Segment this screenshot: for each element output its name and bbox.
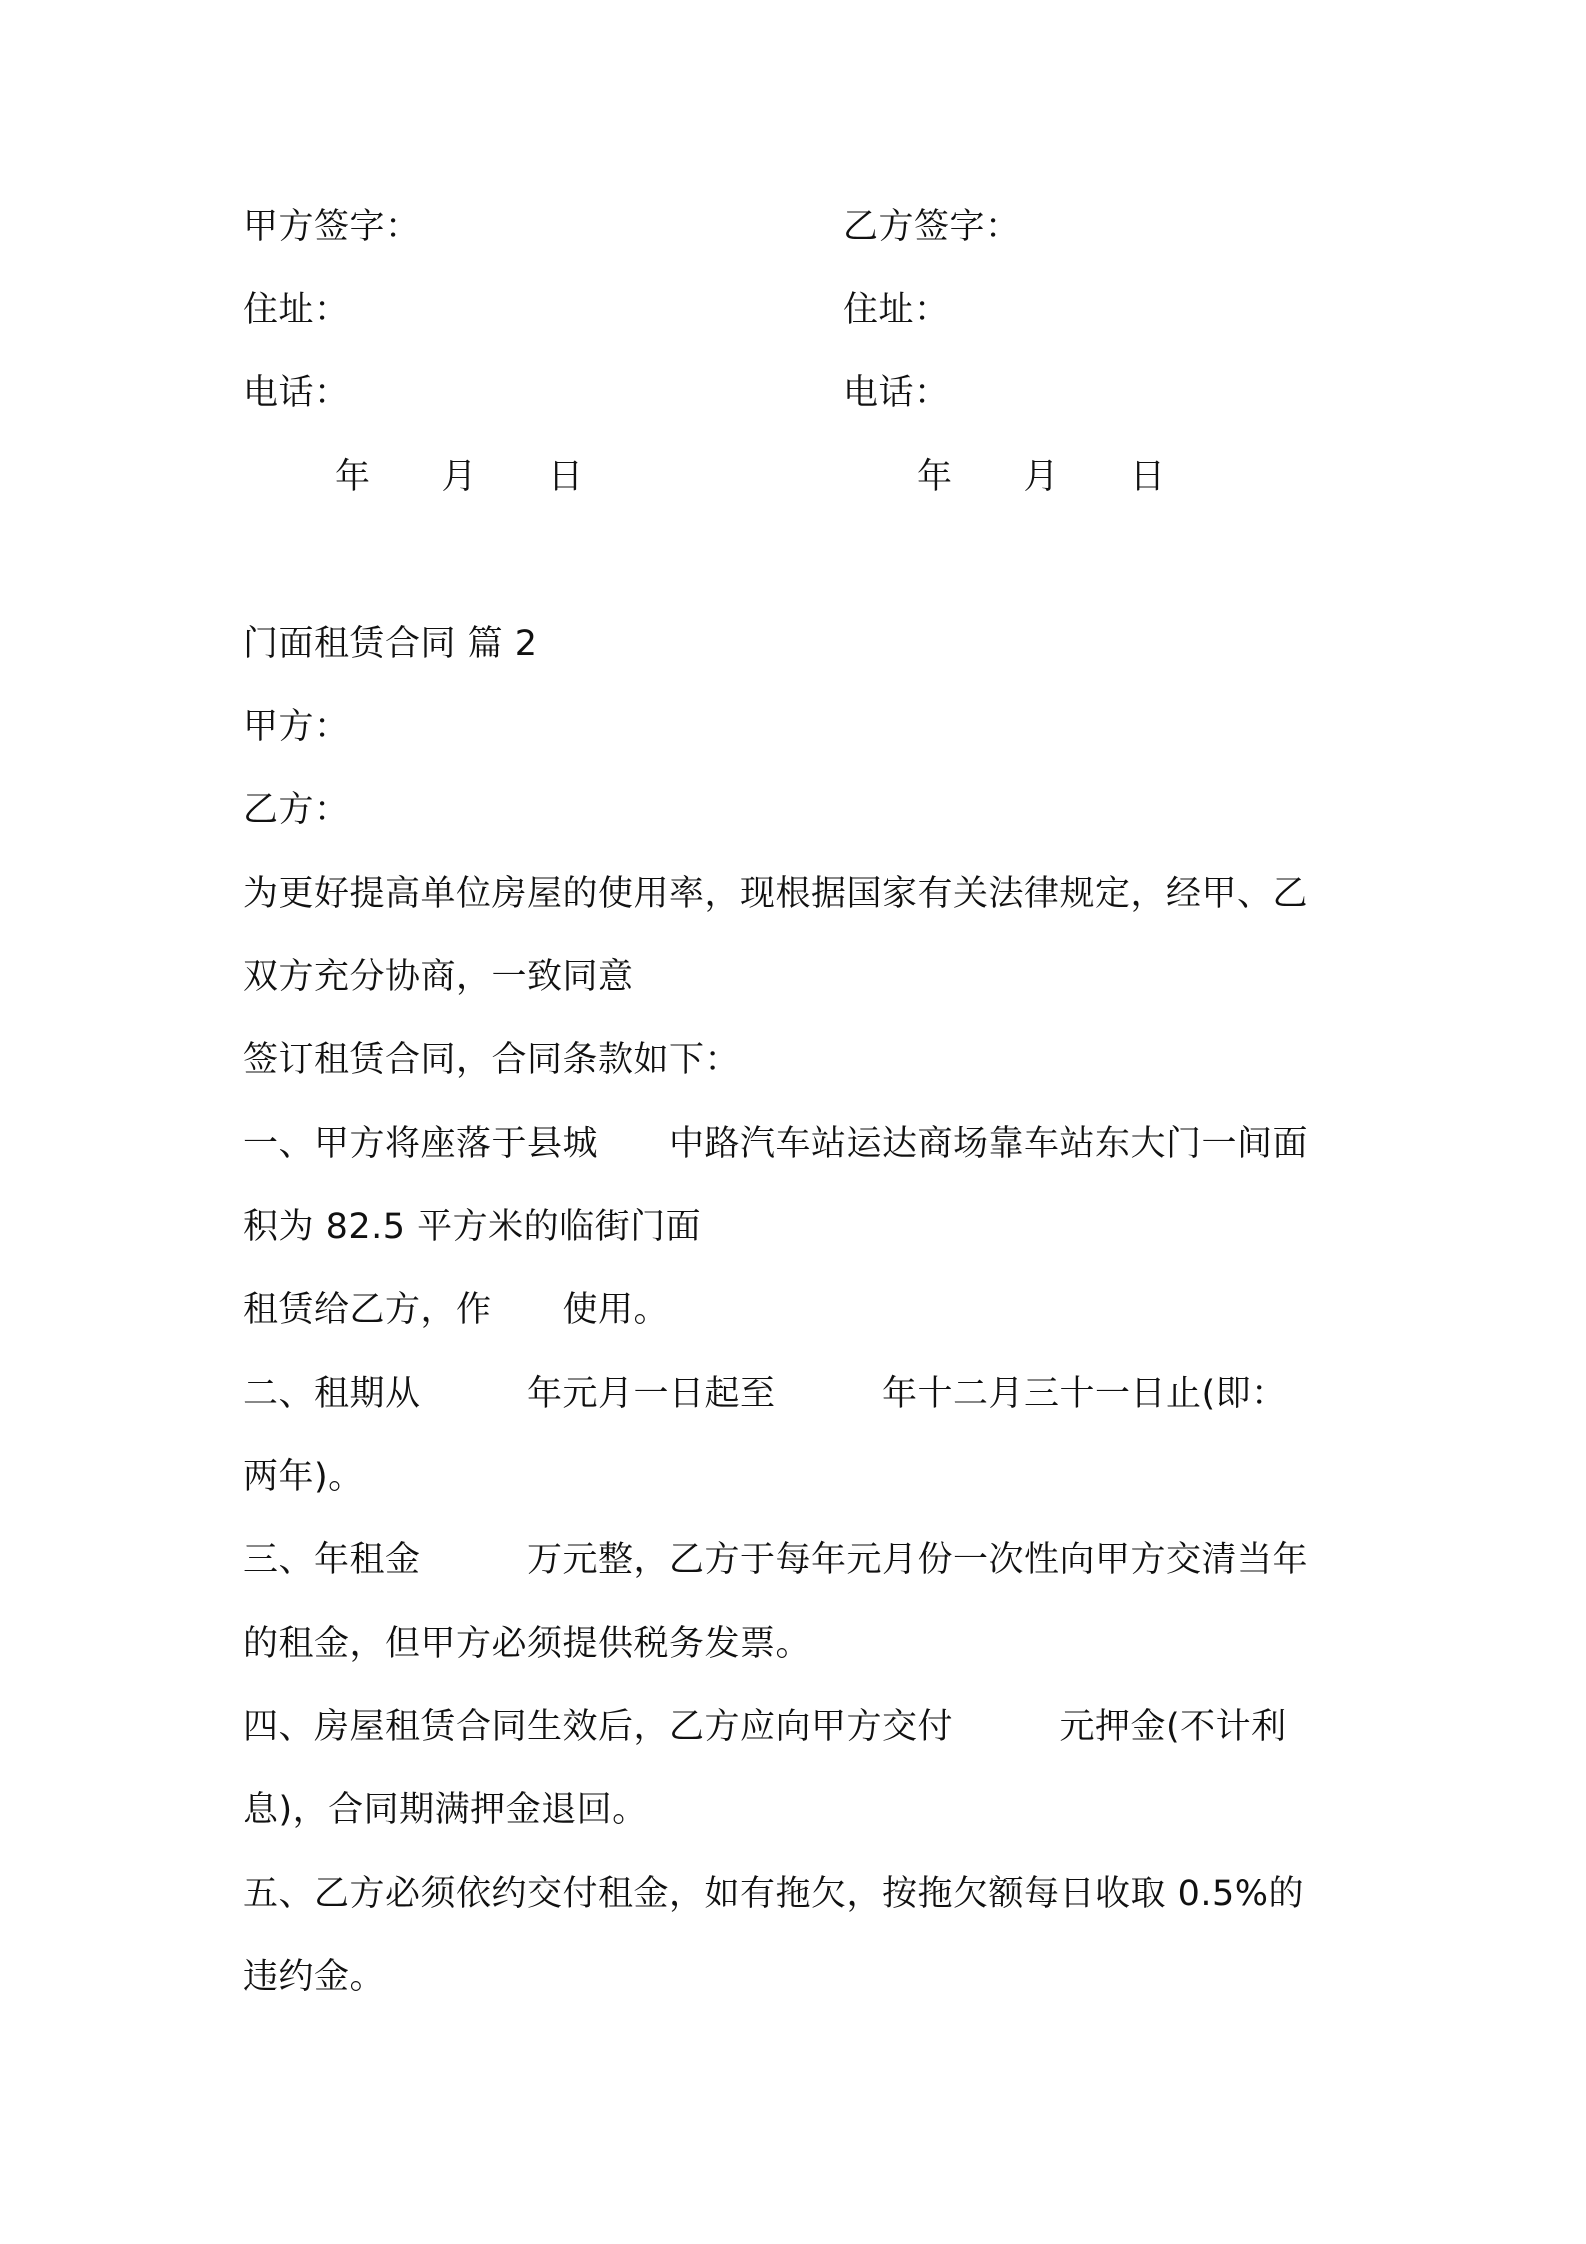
clause-3-line: 三、年租金 万元整，乙方于每年元月份一次性向甲方交清当年 bbox=[243, 1540, 1309, 1580]
contract-line: 为更好提高单位房屋的使用率，现根据国家有关法律规定，经甲、乙 bbox=[243, 874, 1309, 914]
party-a-phone-label: 电话： bbox=[243, 373, 350, 413]
clause-1-line: 一、甲方将座落于县城 中路汽车站运达商场靠车站东大门一间面 bbox=[243, 1124, 1309, 1164]
contract-title: 门面租赁合同 篇 2 bbox=[243, 624, 538, 664]
clause-1-line: 租赁给乙方，作 使用。 bbox=[243, 1290, 670, 1330]
party-b-phone-label: 电话： bbox=[843, 373, 950, 413]
party-b-label: 乙方： bbox=[243, 790, 350, 830]
clause-4-line: 四、房屋租赁合同生效后，乙方应向甲方交付 元押金(不计利 bbox=[243, 1707, 1287, 1747]
clause-2-line: 两年)。 bbox=[243, 1457, 364, 1497]
clause-2-line: 二、租期从 年元月一日起至 年十二月三十一日止(即： bbox=[243, 1374, 1287, 1414]
party-a-label: 甲方： bbox=[243, 707, 350, 747]
party-a-date: 年 月 日 bbox=[335, 457, 584, 497]
party-b-date: 年 月 日 bbox=[917, 457, 1166, 497]
party-a-sign-label: 甲方签字： bbox=[243, 207, 421, 247]
contract-line: 双方充分协商，一致同意 bbox=[243, 957, 634, 997]
clause-5-line: 五、乙方必须依约交付租金，如有拖欠，按拖欠额每日收取 0.5%的 bbox=[243, 1874, 1305, 1914]
party-a-address-label: 住址： bbox=[243, 290, 350, 330]
contract-line: 签订租赁合同，合同条款如下： bbox=[243, 1040, 741, 1080]
clause-3-line: 的租金，但甲方必须提供税务发票。 bbox=[243, 1624, 812, 1664]
clause-5-line: 违约金。 bbox=[243, 1957, 386, 1997]
clause-1-line: 积为 82.5 平方米的临街门面 bbox=[243, 1207, 702, 1247]
party-b-sign-label: 乙方签字： bbox=[843, 207, 1021, 247]
party-b-address-label: 住址： bbox=[843, 290, 950, 330]
clause-4-line: 息)，合同期满押金退回。 bbox=[243, 1790, 648, 1830]
